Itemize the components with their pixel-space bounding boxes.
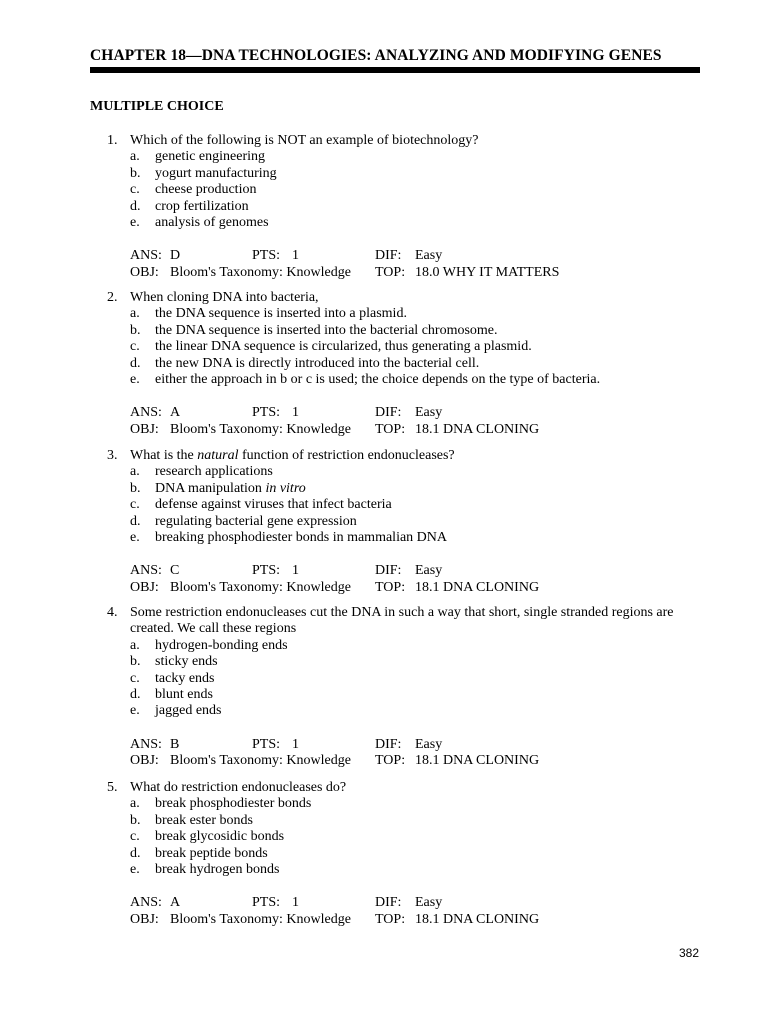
- option-text: [155, 687, 213, 703]
- option-text-main: break glycosidic bonds: [155, 829, 285, 845]
- option-text: [155, 323, 498, 339]
- option-letter: e.: [130, 214, 140, 230]
- option-text-main: either the approach in b or c is used; the choice depends on the type of bacteria.: [155, 371, 601, 387]
- topic-label: TOP:: [375, 579, 406, 595]
- option-text: [155, 497, 392, 513]
- option-letter: d.: [130, 198, 141, 214]
- topic-value: 18.1 DNA CLONING: [415, 421, 540, 437]
- option-text-main: research applications: [155, 464, 273, 480]
- option-text-main: crop fertilization: [155, 198, 249, 214]
- page-title: CHAPTER 18—DNA TECHNOLOGIES: ANALYZING AND MODIFYING GENES: [90, 47, 662, 64]
- answer-label: ANS:: [130, 736, 162, 752]
- objective-value: Bloom's Taxonomy: Knowledge: [170, 579, 351, 595]
- option-letter: b.: [130, 322, 141, 338]
- difficulty-value: Easy: [415, 405, 443, 421]
- option-text-main: jagged ends: [155, 703, 222, 719]
- points-value: 1: [292, 248, 299, 264]
- option-text: [155, 339, 532, 355]
- answer-metadata: [130, 405, 690, 439]
- question-text: [130, 448, 675, 464]
- question-text-part: Which of the following is NOT an example of biotechnology?: [130, 133, 479, 148]
- option-text-main: the linear DNA sequence is circularized, thus generating a plasmid.: [155, 339, 532, 355]
- option-text-main: DNA manipulation: [155, 480, 266, 496]
- points-label: PTS:: [252, 248, 281, 264]
- option-text: [155, 530, 447, 546]
- option-letter: b.: [130, 812, 141, 828]
- points-label: PTS:: [252, 405, 281, 421]
- option-letter: c.: [130, 670, 140, 686]
- answer-label: ANS:: [130, 895, 162, 911]
- option-letter: d.: [130, 845, 141, 861]
- option-letter: e.: [130, 529, 140, 545]
- option-text-main: break ester bonds: [155, 812, 253, 828]
- points-label: PTS:: [252, 895, 281, 911]
- option-text: [155, 182, 256, 198]
- option-text-main: the new DNA is directly introduced into the bacterial cell.: [155, 355, 480, 371]
- option-letter: e.: [130, 861, 140, 877]
- option-text: [155, 638, 288, 654]
- option-text-main: break hydrogen bonds: [155, 861, 280, 877]
- topic-label: TOP:: [375, 911, 406, 927]
- option-text-main: hydrogen-bonding ends: [155, 637, 288, 653]
- option-text: [155, 829, 284, 845]
- topic-label: TOP:: [375, 264, 406, 280]
- topic-value: 18.1 DNA CLONING: [415, 911, 540, 927]
- difficulty-value: Easy: [415, 895, 443, 911]
- points-value: 1: [292, 405, 299, 421]
- answer-label: ANS:: [130, 248, 162, 264]
- points-value: 1: [292, 895, 299, 911]
- points-value: 1: [292, 736, 299, 752]
- objective-value: Bloom's Taxonomy: Knowledge: [170, 264, 351, 280]
- objective-label: OBJ:: [130, 753, 159, 769]
- answer-value: A: [170, 895, 181, 911]
- option-letter: c.: [130, 182, 140, 198]
- topic-value: 18.1 DNA CLONING: [415, 753, 540, 769]
- option-text-main: regulating bacterial gene expression: [155, 513, 357, 529]
- question-text-part: function of restriction endonucleases?: [238, 448, 455, 463]
- question-text-part: When cloning DNA into bacteria,: [130, 290, 319, 305]
- option-letter: b.: [130, 480, 141, 496]
- question-number: 2.: [107, 290, 118, 305]
- option-text-main: yogurt manufacturing: [155, 165, 277, 181]
- option-text-main: genetic engineering: [155, 149, 266, 165]
- difficulty-value: Easy: [415, 563, 443, 579]
- option-text-main: sticky ends: [155, 654, 218, 670]
- option-letter: c.: [130, 829, 140, 845]
- option-letter: a.: [130, 149, 140, 165]
- option-text-main: analysis of genomes: [155, 214, 269, 230]
- option-letter: d.: [130, 513, 141, 529]
- points-label: PTS:: [252, 736, 281, 752]
- option-letter: e.: [130, 703, 140, 719]
- section-heading: MULTIPLE CHOICE: [90, 99, 224, 114]
- option-text-main: cheese production: [155, 182, 257, 198]
- question-number: 4.: [107, 605, 118, 620]
- option-text: [155, 356, 479, 372]
- objective-label: OBJ:: [130, 421, 159, 437]
- option-text: [155, 671, 214, 687]
- option-text-main: break peptide bonds: [155, 845, 268, 861]
- option-text: [155, 481, 306, 497]
- objective-label: OBJ:: [130, 911, 159, 927]
- option-text-main: tacky ends: [155, 670, 215, 686]
- answer-value: A: [170, 405, 181, 421]
- option-letter: a.: [130, 796, 140, 812]
- option-letter: a.: [130, 306, 140, 322]
- topic-label: TOP:: [375, 421, 406, 437]
- question-text: [130, 780, 675, 796]
- topic-label: TOP:: [375, 753, 406, 769]
- question-number: 5.: [107, 780, 118, 795]
- option-text: [155, 149, 265, 165]
- option-text-main: blunt ends: [155, 686, 213, 702]
- option-text: [155, 862, 279, 878]
- option-text-italic: in vitro: [265, 480, 306, 496]
- option-text: [155, 199, 249, 215]
- option-text: [155, 372, 600, 388]
- difficulty-value: Easy: [415, 736, 443, 752]
- points-value: 1: [292, 563, 299, 579]
- answer-value: C: [170, 563, 180, 579]
- question-number: 3.: [107, 448, 118, 463]
- option-text-main: defense against viruses that infect bacteria: [155, 497, 392, 513]
- option-text-main: the DNA sequence is inserted into the bacterial chromosome.: [155, 322, 498, 338]
- option-letter: d.: [130, 686, 141, 702]
- difficulty-value: Easy: [415, 248, 443, 264]
- title-rule: [90, 67, 700, 73]
- answer-metadata: [130, 895, 690, 929]
- option-text: [155, 464, 273, 480]
- option-text: [155, 796, 311, 812]
- option-text: [155, 846, 268, 862]
- question-text: [130, 133, 675, 149]
- points-label: PTS:: [252, 563, 281, 579]
- answer-metadata: [130, 248, 690, 282]
- option-letter: c.: [130, 497, 140, 513]
- option-letter: d.: [130, 355, 141, 371]
- option-text: [155, 813, 253, 829]
- answer-value: B: [170, 736, 180, 752]
- answer-value: D: [170, 248, 181, 264]
- option-text-main: breaking phosphodiester bonds in mammalian DNA: [155, 529, 448, 545]
- option-text-main: break phosphodiester bonds: [155, 796, 312, 812]
- option-letter: b.: [130, 654, 141, 670]
- question-text-part: What is the: [130, 448, 198, 463]
- option-text: [155, 306, 407, 322]
- option-letter: b.: [130, 165, 141, 181]
- option-letter: a.: [130, 637, 140, 653]
- difficulty-label: DIF:: [375, 248, 402, 264]
- option-text: [155, 703, 221, 719]
- option-text: [155, 215, 269, 231]
- option-text: [155, 654, 218, 670]
- topic-value: 18.1 DNA CLONING: [415, 579, 540, 595]
- objective-label: OBJ:: [130, 264, 159, 280]
- option-text: [155, 514, 357, 530]
- question-text-part: Some restriction endonucleases cut the DNA in such a way that short, single stranded regions are created. We call these regions: [130, 605, 674, 637]
- answer-metadata: [130, 737, 690, 771]
- option-letter: c.: [130, 339, 140, 355]
- question-text: [130, 605, 675, 638]
- objective-value: Bloom's Taxonomy: Knowledge: [170, 753, 351, 769]
- question-text-emphasis: natural: [197, 448, 239, 463]
- question-number: 1.: [107, 133, 118, 148]
- option-text-main: the DNA sequence is inserted into a plasmid.: [155, 306, 407, 322]
- difficulty-label: DIF:: [375, 895, 402, 911]
- option-text: [155, 166, 277, 182]
- option-letter: e.: [130, 371, 140, 387]
- objective-label: OBJ:: [130, 579, 159, 595]
- objective-value: Bloom's Taxonomy: Knowledge: [170, 421, 351, 437]
- difficulty-label: DIF:: [375, 563, 402, 579]
- objective-value: Bloom's Taxonomy: Knowledge: [170, 911, 351, 927]
- answer-label: ANS:: [130, 405, 162, 421]
- question-text: [130, 290, 675, 306]
- option-letter: a.: [130, 464, 140, 480]
- page-number: 382: [679, 946, 700, 960]
- answer-label: ANS:: [130, 563, 162, 579]
- difficulty-label: DIF:: [375, 405, 402, 421]
- answer-metadata: [130, 563, 690, 597]
- topic-value: 18.0 WHY IT MATTERS: [415, 264, 560, 280]
- question-text-part: What do restriction endonucleases do?: [130, 780, 347, 795]
- difficulty-label: DIF:: [375, 736, 402, 752]
